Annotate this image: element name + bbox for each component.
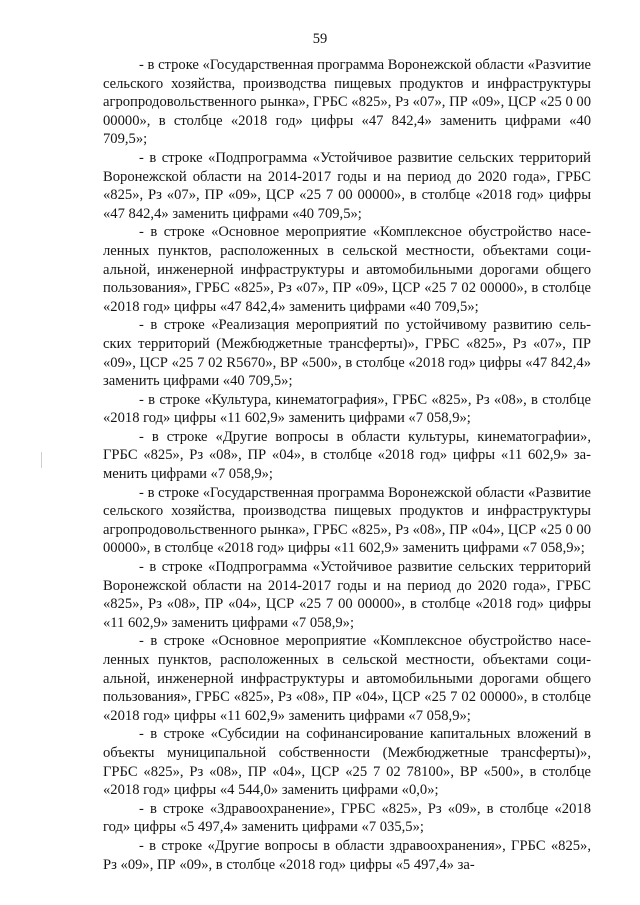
amendment-paragraph: - в строке «Другие вопросы в области культуры, кинематографии», ГРБС «825», Рз «08», ПР «04», в столбце «2018 год» цифры «11 602,9» заменить цифрами «7 058,9»;	[103, 428, 591, 483]
amendment-paragraph: - в строке «Государственная программа Воронежской области «Разvитие сельского хозяйства, производства пищевых продуктов и инфраструктуры агропродовольственного рынка», ГРБС «825», Рз «07», ПР «09», ЦСР «25 0 00 00000», в столбце «2018 год» цифры «47 842,4» заменить цифрами «40 709,5»;	[103, 57, 591, 148]
amendment-paragraph: - в строке «Здравоохранение», ГРБС «825», Рз «09», в столбце «2018 год» цифры «5 497,4» заменить цифрами «7 035,5»;	[103, 800, 591, 836]
amendment-paragraph: - в строке «Основное мероприятие «Комплексное обустройство населенных пунктов, расположенных в сельской местности, объектами социальной, инженерной инфраструктуры и автомобильными дорогами общего пользования», ГРБС «825», Рз «08», ПР «04», ЦСР «25 7 02 00000», в столбце «2018 год» цифры «11 602,9» заменить цифрами «7 058,9»;	[103, 633, 591, 724]
amendment-paragraph: - в строке «Субсидии на софинансирование капитальных вложений в объекты муниципальной собственности (Межбюджетные трансферты)», ГРБС «825», Рз «08», ПР «04», ЦСР «25 7 02 78100», ВР «500», в столбце «2018 год» цифры «4 544,0» заменить цифрами «0,0»;	[103, 726, 591, 799]
margin-mark	[41, 452, 42, 468]
amendment-paragraph: - в строке «Подпрограмма «Устойчивое развитие сельских территорий Воронежской области на 2014-2017 годы и на период до 2020 года», ГРБС «825», Рз «07», ПР «09», ЦСР «25 7 00 00000», в столбце «2018 год» цифры «47 842,4» заменить цифрами «40 709,5»;	[103, 149, 591, 222]
document-body	[103, 56, 591, 874]
page-number: 59	[312, 31, 328, 47]
amendment-paragraph: - в строке «Подпрограмма «Устойчивое развитие сельских территорий Воронежской области на 2014-2017 годы и на период до 2020 года», ГРБС «825», Рз «08», ПР «04», ЦСР «25 7 00 00000», в столбце «2018 год» цифры «11 602,9» заменить цифрами «7 058,9»;	[103, 559, 591, 631]
amendment-paragraph: - в строке «Другие вопросы в области здравоохранения», ГРБС «825», Рз «09», ПР «09», в столбце «2018 год» цифры «5 497,4» за-	[103, 837, 591, 873]
amendment-paragraph: - в строке «Государственная программа Воронежской области «Развитие сельского хозяйства, производства пищевых продуктов и инфраструктуры агропродовольственного рынка», ГРБС «825», Рз «08», ПР «04», ЦСР «25 0 00 00000», в столбце «2018 год» цифры «11 602,9» заменить цифрами «7 058,9»;	[103, 484, 591, 557]
amendment-paragraph: - в строке «Реализация мероприятий по устойчивому развитию сельских территорий (Межбюджетные трансферты)», ГРБС «825», Рз «07», ПР «09», ЦСР «25 7 02 R5670», ВР «500», в столбце «2018 год» цифры «47 842,4» заменить цифрами «40 709,5»;	[103, 317, 591, 390]
amendment-paragraph: - в строке «Основное мероприятие «Комплексное обустройство населенных пунктов, расположенных в сельской местности, объектами социальной, инженерной инфраструктуры и автомобильными дорогами общего пользования», ГРБС «825», Рз «07», ПР «09», ЦСР «25 7 02 00000», в столбце «2018 год» цифры «47 842,4» заменить цифрами «40 709,5»;	[103, 224, 591, 315]
amendment-paragraph: - в строке «Культура, кинематография», ГРБС «825», Рз «08», в столбце «2018 год» цифры «11 602,9» заменить цифрами «7 058,9»;	[103, 391, 591, 427]
